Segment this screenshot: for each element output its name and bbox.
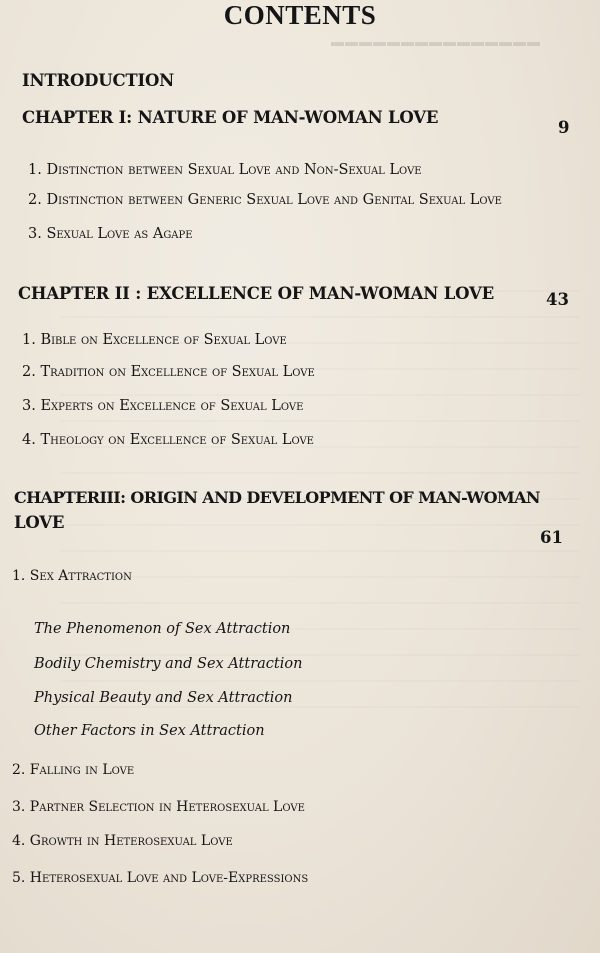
chapter-1-section-3: 3. Sexual Love as Agape [28,226,193,242]
chapter-1-heading: CHAPTER I: NATURE OF MAN-WOMAN LOVE [22,108,439,127]
chapter-2-page: 43 [546,290,569,309]
chapter-3-section-5: 5. Heterosexual Love and Love-Expressions [12,870,309,886]
chapter-3-subsection-4: Other Factors in Sex Attraction [34,723,265,739]
chapter-1-section-2: 2. Distinction between Generic Sexual Love and Genital Sexual Love [28,192,502,208]
introduction-heading: INTRODUCTION [22,71,175,90]
chapter-2-heading: CHAPTER II : EXCELLENCE OF MAN-WOMAN LOVE [18,284,494,303]
chapter-3-heading-line-2: LOVE [14,513,65,532]
chapter-3-subsection-2: Bodily Chemistry and Sex Attraction [34,656,303,672]
chapter-3-section-1: 1. Sex Attraction [12,568,132,584]
chapter-2-section-2: 2. Tradition on Excellence of Sexual Love [22,364,315,380]
chapter-1-section-1: 1. Distinction between Sexual Love and Non-Sexual Love [28,162,422,178]
show-through-header: ▬▬▬▬▬▬▬▬▬▬▬▬▬▬▬ [330,34,540,49]
chapter-2-section-3: 3. Experts on Excellence of Sexual Love [22,398,304,414]
page-title: CONTENTS [223,0,377,30]
chapter-3-subsection-1: The Phenomenon of Sex Attraction [34,621,291,637]
chapter-3-heading-line-1: CHAPTERIII: ORIGIN AND DEVELOPMENT OF MAN-WOMAN [14,488,540,507]
chapter-3-section-2: 2. Falling in Love [12,762,135,778]
chapter-3-section-4: 4. Growth in Heterosexual Love [12,833,233,849]
chapter-2-section-4: 4. Theology on Excellence of Sexual Love [22,432,314,448]
chapter-3-subsection-3: Physical Beauty and Sex Attraction [34,690,293,706]
chapter-3-page: 61 [540,528,563,547]
chapter-3-section-3: 3. Partner Selection in Heterosexual Love [12,799,305,815]
chapter-2-section-1: 1. Bible on Excellence of Sexual Love [22,332,287,348]
chapter-1-page: 9 [558,118,570,137]
